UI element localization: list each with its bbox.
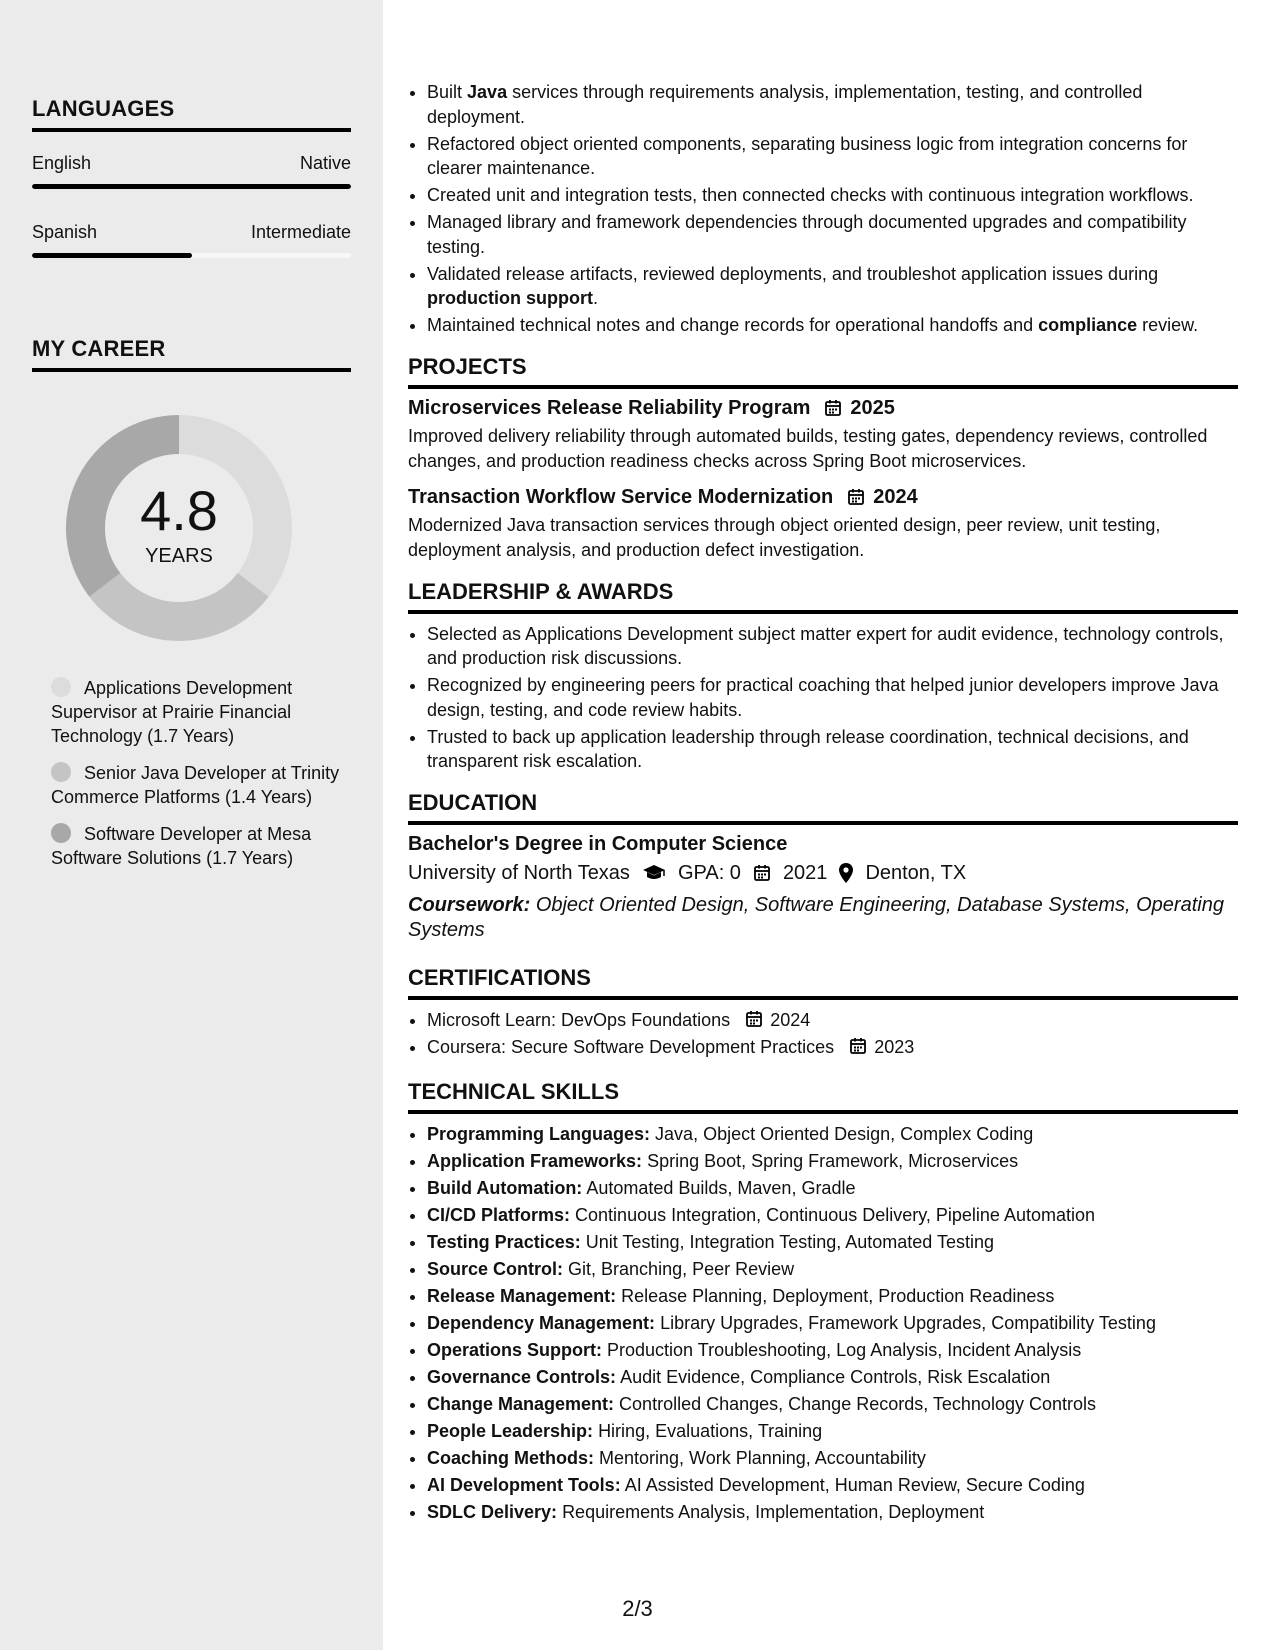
project-title: Microservices Release Reliability Program bbox=[408, 396, 811, 419]
degree-title: Bachelor's Degree in Computer Science bbox=[408, 832, 788, 855]
skill-item bbox=[427, 1230, 1238, 1255]
school-location: Denton, TX bbox=[865, 861, 967, 884]
skill-values: Controlled Changes, Change Records, Technology Controls bbox=[619, 1394, 1096, 1414]
certification-name: Microsoft Learn: DevOps Foundations bbox=[427, 1009, 731, 1030]
skill-item bbox=[427, 1149, 1238, 1174]
page-number: 2/3 bbox=[622, 1596, 653, 1621]
skill-values: Unit Testing, Integration Testing, Automated Testing bbox=[585, 1232, 995, 1252]
skill-item bbox=[427, 1446, 1238, 1471]
skill-category: Testing Practices: bbox=[427, 1232, 581, 1252]
project-year: 2025 bbox=[850, 396, 895, 419]
skill-item bbox=[427, 1419, 1238, 1444]
skill-category: Change Management: bbox=[427, 1394, 615, 1414]
main-content bbox=[408, 80, 1238, 1527]
coursework bbox=[408, 893, 1238, 943]
proficiency-fill bbox=[32, 253, 192, 258]
calendar-icon bbox=[847, 488, 865, 506]
project-description: Improved delivery reliability through automated builds, testing gates, dependency reviews, controlled changes, and production readiness checks across Spring Boot microservices. bbox=[408, 425, 1208, 471]
certification-year: 2023 bbox=[874, 1036, 915, 1057]
career-total-years: 4.8 bbox=[140, 478, 218, 542]
certifications-list bbox=[408, 1008, 1238, 1060]
language-proficiency-bar bbox=[32, 253, 351, 258]
certification-year: 2024 bbox=[770, 1009, 811, 1030]
skill-values: Release Planning, Deployment, Production Readiness bbox=[621, 1286, 1055, 1306]
legend-dot bbox=[51, 677, 71, 697]
skill-category: Application Frameworks: bbox=[427, 1151, 643, 1171]
bullet-text: review. bbox=[1137, 315, 1199, 335]
language-name: Spanish bbox=[32, 222, 98, 242]
donut-center bbox=[66, 415, 292, 641]
graduation-cap-icon bbox=[642, 864, 666, 882]
experience-bullet bbox=[427, 262, 1238, 311]
skill-values: Spring Boot, Spring Framework, Microservices bbox=[647, 1151, 1019, 1171]
language-level: Intermediate bbox=[250, 222, 351, 242]
skill-values: Continuous Integration, Continuous Delivery, Pipeline Automation bbox=[575, 1205, 1096, 1225]
calendar-icon bbox=[849, 1037, 867, 1055]
career-legend-item bbox=[51, 676, 341, 748]
project-title: Transaction Workflow Service Modernization bbox=[408, 485, 834, 508]
legend-dot bbox=[51, 823, 71, 843]
certification-name: Coursera: Secure Software Development Practices bbox=[427, 1036, 835, 1057]
skill-category: Operations Support: bbox=[427, 1340, 602, 1360]
career-heading: MY CAREER bbox=[32, 336, 351, 372]
skill-values: Hiring, Evaluations, Training bbox=[598, 1421, 823, 1441]
calendar-icon bbox=[753, 864, 771, 882]
location-pin-icon bbox=[839, 863, 853, 883]
skill-item bbox=[427, 1365, 1238, 1390]
education-heading: EDUCATION bbox=[408, 790, 1238, 825]
skill-values: Git, Branching, Peer Review bbox=[568, 1259, 795, 1279]
project-title-row bbox=[408, 486, 1238, 509]
school-name: University of North Texas bbox=[408, 861, 630, 884]
language-proficiency-bar bbox=[32, 184, 351, 189]
skill-values: Requirements Analysis, Implementation, Deployment bbox=[562, 1502, 985, 1522]
skill-category: Source Control: bbox=[427, 1259, 564, 1279]
career-legend-item bbox=[51, 761, 341, 809]
skill-item bbox=[427, 1257, 1238, 1282]
career-donut-chart bbox=[66, 415, 292, 641]
proficiency-fill bbox=[32, 184, 351, 189]
skill-category: AI Development Tools: bbox=[427, 1475, 621, 1495]
skill-category: Release Management: bbox=[427, 1286, 617, 1306]
bullet-bold: production support bbox=[427, 288, 593, 308]
language-level: Native bbox=[299, 153, 351, 173]
skill-values: Java, Object Oriented Design, Complex Coding bbox=[655, 1124, 1034, 1144]
skill-category: People Leadership: bbox=[427, 1421, 594, 1441]
skill-category: CI/CD Platforms: bbox=[427, 1205, 571, 1225]
skill-values: Production Troubleshooting, Log Analysis, Incident Analysis bbox=[607, 1340, 1082, 1360]
certifications-heading: CERTIFICATIONS bbox=[408, 965, 1238, 1000]
leadership-item: • Trusted to back up application leadership through release coordination, technical decisions, and transparent risk escalation. bbox=[427, 725, 1238, 774]
language-name: English bbox=[32, 153, 92, 173]
career-total-unit: YEARS bbox=[145, 544, 213, 567]
certification-item bbox=[427, 1008, 1238, 1033]
skill-item bbox=[427, 1338, 1238, 1363]
experience-bullet: • Created unit and integration tests, then connected checks with continuous integration workflows. bbox=[427, 183, 1238, 208]
experience-bullet bbox=[427, 80, 1238, 129]
experience-bullet: • Refactored object oriented components, separating business logic from integration concerns for clearer maintenance. bbox=[427, 132, 1238, 181]
skill-item bbox=[427, 1500, 1238, 1525]
bullet-text: Validated release artifacts, reviewed deployments, and troubleshot application issues during bbox=[427, 263, 1159, 284]
skill-item bbox=[427, 1176, 1238, 1201]
bullet-text: services through requirements analysis, implementation, testing, and controlled deployment. bbox=[427, 82, 1143, 127]
career-legend-text: Software Developer at Mesa Software Solutions (1.7 Years) bbox=[51, 824, 312, 868]
calendar-icon bbox=[824, 399, 842, 417]
coursework-label: Coursework: bbox=[408, 893, 531, 916]
bullet-bold: Java bbox=[467, 82, 508, 102]
skill-item bbox=[427, 1203, 1238, 1228]
skill-category: Coaching Methods: bbox=[427, 1448, 594, 1468]
skill-values: Automated Builds, Maven, Gradle bbox=[586, 1178, 856, 1198]
skill-category: Dependency Management: bbox=[427, 1313, 656, 1333]
coursework-list: Object Oriented Design, Software Engineering, Database Systems, Operating Systems bbox=[408, 893, 1224, 941]
career-legend-text: Applications Development Supervisor at Prairie Financial Technology (1.7 Years) bbox=[51, 678, 293, 746]
project-year: 2024 bbox=[873, 485, 918, 508]
skill-category: Programming Languages: bbox=[427, 1124, 651, 1144]
bullet-text: . bbox=[592, 288, 598, 308]
projects-heading: PROJECTS bbox=[408, 354, 1238, 389]
calendar-icon bbox=[745, 1010, 763, 1028]
skill-item bbox=[427, 1284, 1238, 1309]
graduation-year: 2021 bbox=[782, 861, 828, 884]
project-title-row bbox=[408, 397, 1238, 420]
career-legend bbox=[51, 676, 341, 883]
career-legend-item bbox=[51, 822, 341, 870]
leadership-item: • Recognized by engineering peers for practical coaching that helped junior developers improve Java design, testing, and code review habits. bbox=[427, 673, 1238, 722]
skill-category: SDLC Delivery: bbox=[427, 1502, 558, 1522]
experience-bullet bbox=[427, 313, 1238, 338]
languages-heading: LANGUAGES bbox=[32, 96, 351, 132]
education-details bbox=[408, 862, 1238, 885]
experience-bullets bbox=[408, 80, 1238, 338]
language-row-english bbox=[32, 153, 351, 174]
certification-item bbox=[427, 1035, 1238, 1060]
bullet-text: Built bbox=[427, 82, 468, 102]
skill-values: AI Assisted Development, Human Review, Secure Coding bbox=[624, 1475, 1085, 1495]
skill-item bbox=[427, 1311, 1238, 1336]
language-row-spanish bbox=[32, 222, 351, 243]
experience-bullet: • Managed library and framework dependencies through documented upgrades and compatibility testing. bbox=[427, 210, 1238, 259]
career-legend-text: Senior Java Developer at Trinity Commerce Platforms (1.4 Years) bbox=[51, 763, 340, 807]
bullet-text: Maintained technical notes and change records for operational handoffs and bbox=[427, 315, 1039, 335]
project-description: Modernized Java transaction services through object oriented design, peer review, unit testing, deployment analysis, and production defect investigation. bbox=[408, 514, 1161, 560]
skills-list bbox=[408, 1122, 1238, 1525]
bullet-bold: compliance bbox=[1038, 315, 1138, 335]
skill-category: Build Automation: bbox=[427, 1178, 583, 1198]
legend-dot bbox=[51, 762, 71, 782]
skill-values: Mentoring, Work Planning, Accountability bbox=[599, 1448, 926, 1468]
leadership-list bbox=[408, 622, 1238, 774]
skills-heading: TECHNICAL SKILLS bbox=[408, 1079, 1238, 1114]
leadership-heading: LEADERSHIP & AWARDS bbox=[408, 579, 1238, 614]
skill-item bbox=[427, 1122, 1238, 1147]
sidebar bbox=[0, 0, 383, 1650]
skill-values: Library Upgrades, Framework Upgrades, Compatibility Testing bbox=[660, 1313, 1156, 1333]
skill-item bbox=[427, 1473, 1238, 1498]
skill-category: Governance Controls: bbox=[427, 1367, 617, 1387]
gpa: GPA: 0 bbox=[677, 861, 741, 884]
skill-item bbox=[427, 1392, 1238, 1417]
leadership-item: • Selected as Applications Development subject matter expert for audit evidence, technology controls, and production risk discussions. bbox=[427, 622, 1238, 671]
skill-values: Audit Evidence, Compliance Controls, Risk Escalation bbox=[620, 1367, 1051, 1387]
